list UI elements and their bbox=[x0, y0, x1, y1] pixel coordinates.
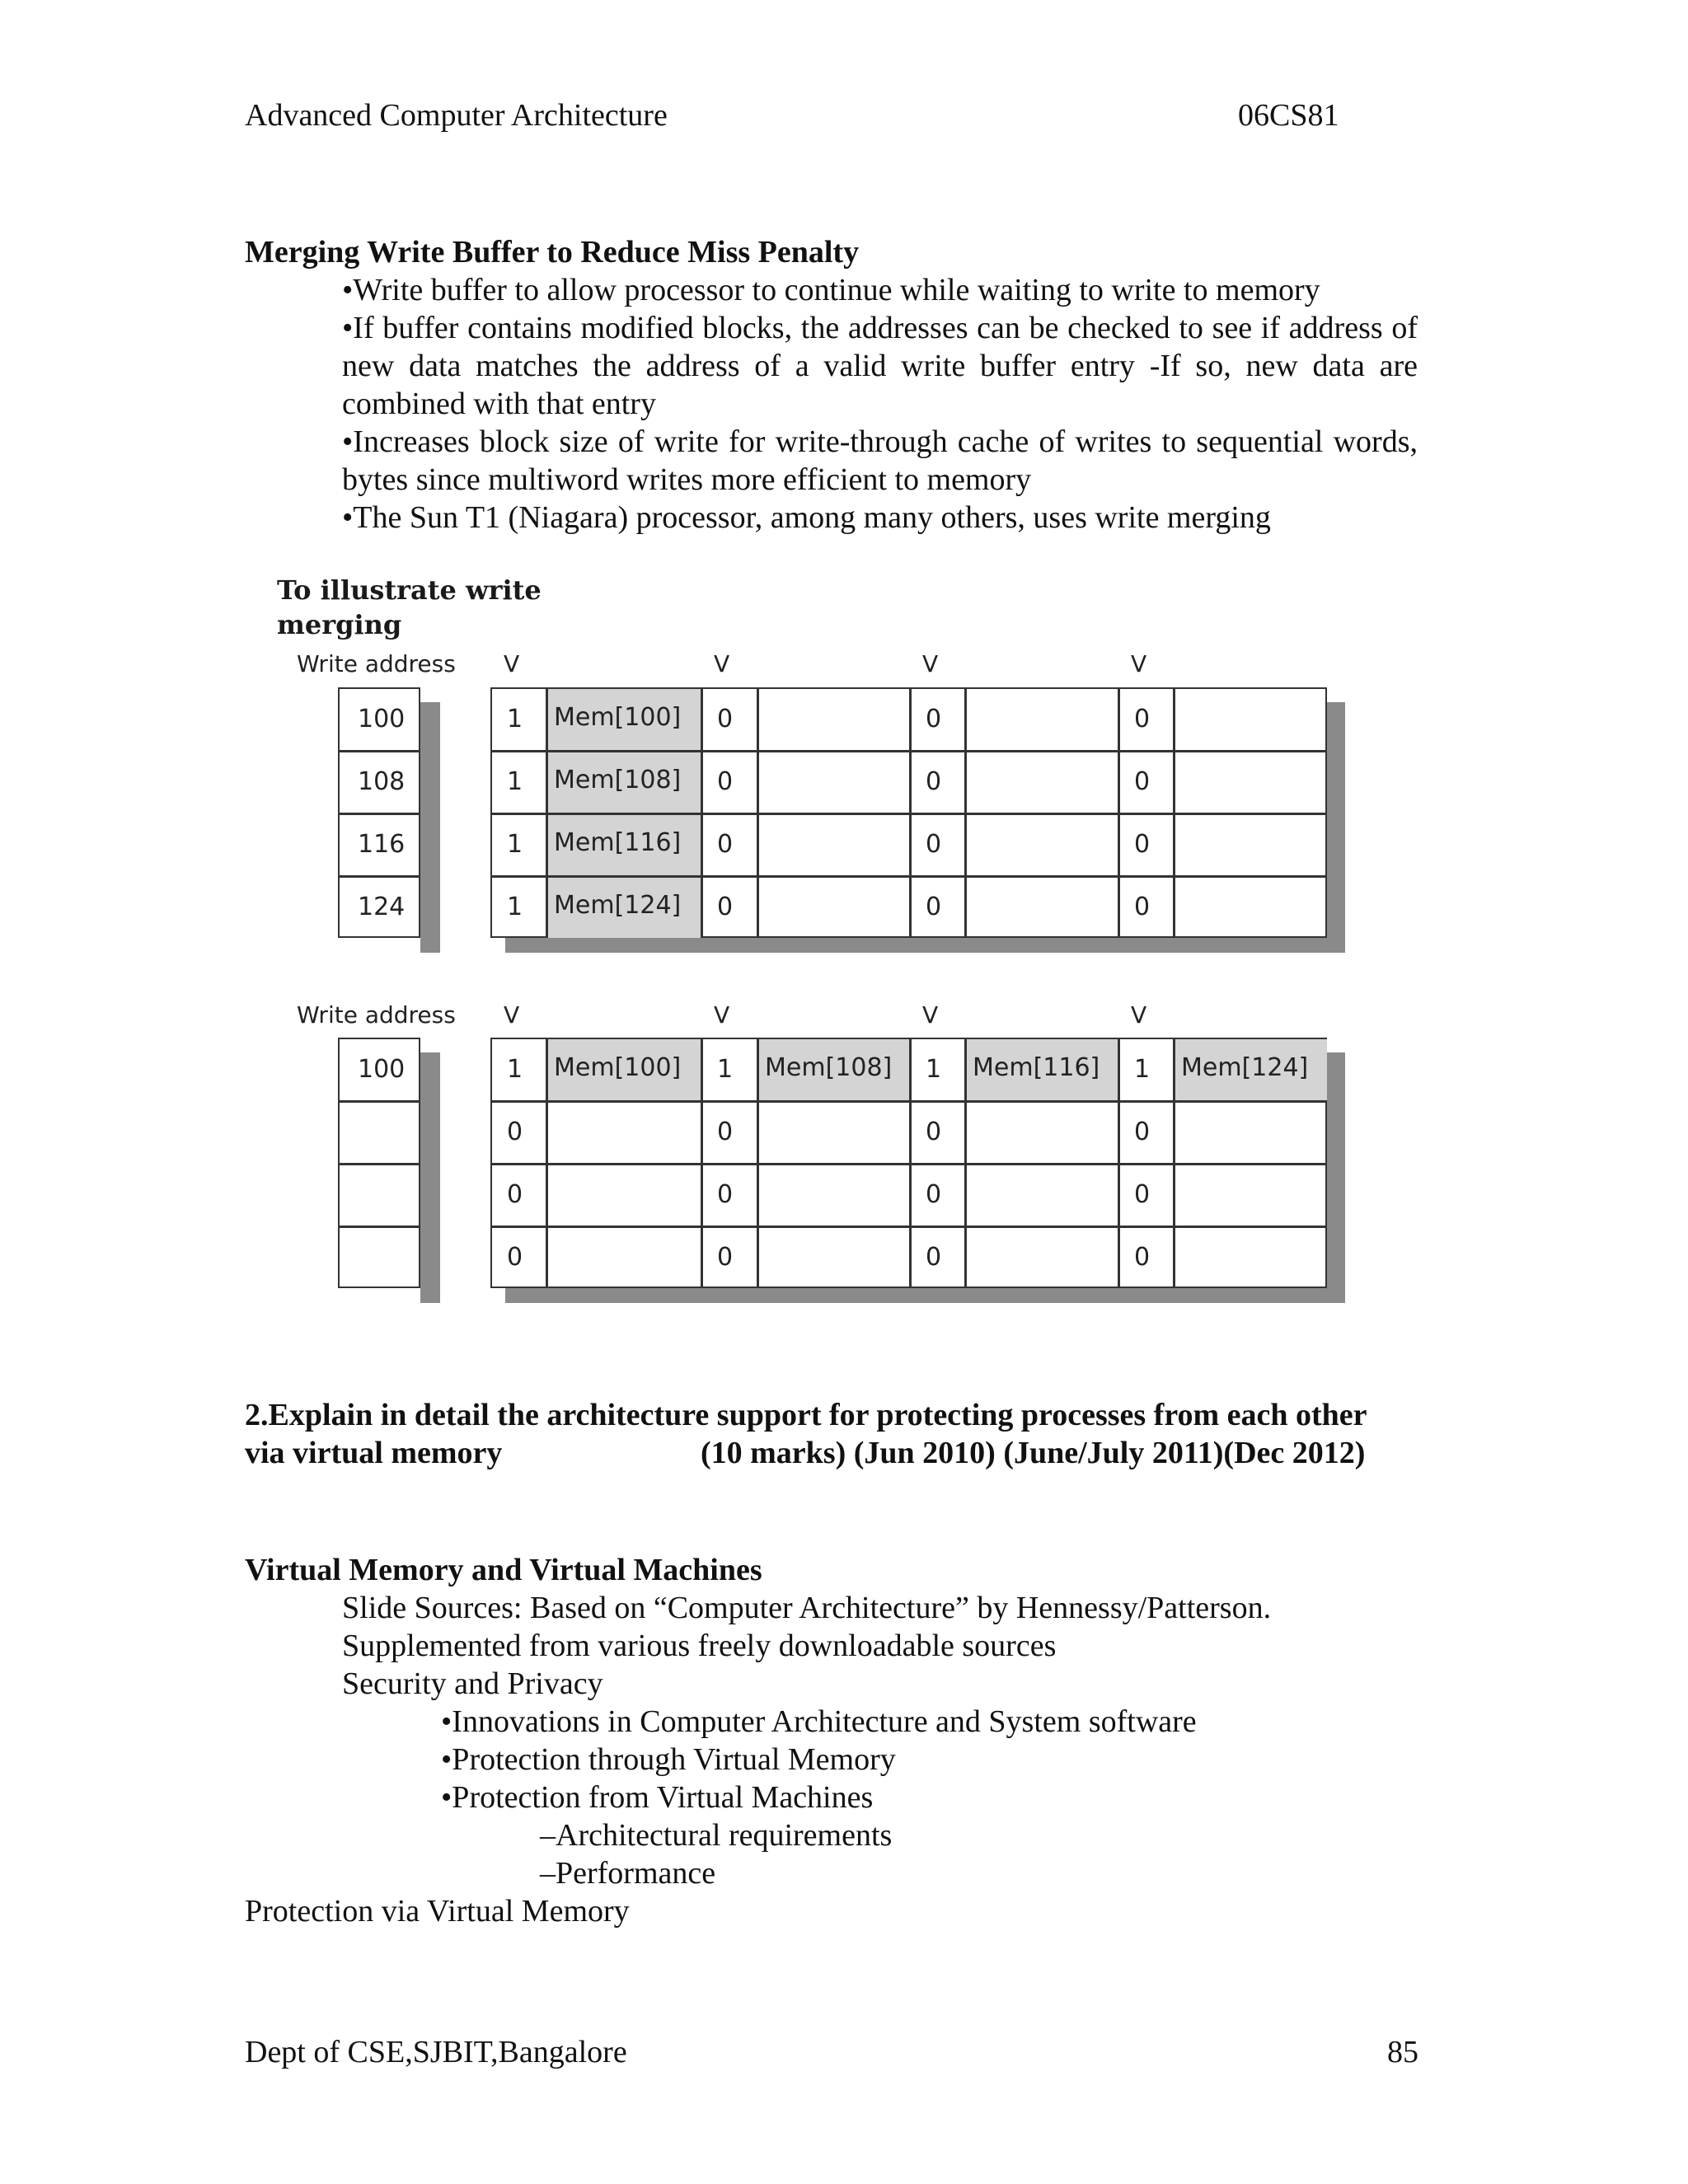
valid-bit-value: 0 bbox=[926, 1118, 942, 1146]
sub-item: –Performance bbox=[540, 1856, 716, 1891]
bottom-buffer-shadow bbox=[505, 1288, 1342, 1303]
column-divider bbox=[1173, 1038, 1175, 1288]
bullet-item: •Protection from Virtual Machines bbox=[441, 1780, 874, 1815]
valid-bit-value: 0 bbox=[1134, 830, 1151, 859]
data-cell-value: Mem[116] bbox=[973, 1053, 1100, 1082]
row-divider bbox=[338, 750, 420, 752]
valid-bit-value: 0 bbox=[717, 1118, 734, 1146]
data-cell-value: Mem[100] bbox=[554, 703, 682, 732]
row-divider bbox=[338, 1226, 420, 1228]
valid-bit-header: V bbox=[714, 650, 730, 677]
row-divider bbox=[338, 1100, 420, 1103]
column-divider bbox=[757, 687, 759, 938]
valid-bit-header: V bbox=[1131, 650, 1147, 677]
column-divider bbox=[546, 1038, 548, 1288]
valid-bit-value: 0 bbox=[507, 1243, 523, 1272]
page-number: 85 bbox=[1387, 2035, 1418, 2069]
valid-bit-value: 0 bbox=[1134, 767, 1151, 796]
bullet-item: •Innovations in Computer Architecture and System software bbox=[441, 1704, 1197, 1739]
valid-bit-header: V bbox=[504, 1001, 520, 1029]
top-buffer-shadow-side bbox=[1327, 702, 1345, 953]
valid-bit-header: V bbox=[922, 1001, 939, 1029]
column-divider bbox=[1118, 1038, 1120, 1288]
valid-bit-value: 1 bbox=[507, 830, 523, 859]
bullet-item: •Protection through Virtual Memory bbox=[441, 1742, 896, 1777]
valid-bit-value: 1 bbox=[926, 1055, 942, 1084]
row-divider bbox=[338, 813, 420, 815]
bottom-address-shadow bbox=[420, 1052, 440, 1303]
bullet-item: •Increases block size of write for write-through cache of writes to sequential words, bytes since multiword writes more efficient to memory bbox=[342, 424, 1418, 497]
valid-bit-value: 0 bbox=[507, 1180, 523, 1209]
page-header-title: Advanced Computer Architecture bbox=[245, 98, 668, 133]
data-cell-value: Mem[124] bbox=[554, 891, 682, 920]
sub-item: –Architectural requirements bbox=[540, 1818, 893, 1853]
valid-bit-value: 0 bbox=[926, 767, 942, 796]
top-address-shadow bbox=[420, 702, 440, 953]
data-cell-value: Mem[108] bbox=[765, 1053, 893, 1082]
valid-bit-value: 1 bbox=[507, 705, 523, 733]
closing-line: Protection via Virtual Memory bbox=[245, 1894, 630, 1929]
valid-bit-value: 0 bbox=[926, 705, 942, 733]
question-line-1: 2.Explain in detail the architecture support for protecting processes from each other bbox=[245, 1398, 1367, 1432]
data-cell-value: Mem[116] bbox=[554, 828, 682, 857]
valid-bit-header: V bbox=[922, 650, 939, 677]
column-divider bbox=[964, 687, 967, 938]
column-divider bbox=[1173, 687, 1175, 938]
valid-bit-value: 0 bbox=[926, 1180, 942, 1209]
valid-bit-value: 0 bbox=[926, 1243, 942, 1272]
valid-bit-value: 0 bbox=[1134, 1180, 1151, 1209]
valid-bit-value: 0 bbox=[717, 830, 734, 859]
valid-bit-value: 0 bbox=[1134, 705, 1151, 733]
column-divider bbox=[701, 687, 703, 938]
valid-bit-value: 1 bbox=[1134, 1055, 1151, 1084]
column-divider bbox=[701, 1038, 703, 1288]
write-address-value: 100 bbox=[358, 705, 406, 733]
section2-sub-list bbox=[540, 1816, 892, 1892]
valid-bit-value: 0 bbox=[507, 1118, 523, 1146]
figure-title-line: To illustrate write bbox=[277, 574, 542, 606]
column-divider bbox=[1118, 687, 1120, 938]
row-divider bbox=[338, 1163, 420, 1165]
bullet-item: •The Sun T1 (Niagara) processor, among many others, uses write merging bbox=[342, 500, 1271, 535]
figure-title bbox=[277, 573, 542, 642]
question-line-2-topic: via virtual memory bbox=[245, 1436, 503, 1470]
write-address-value: 108 bbox=[358, 767, 406, 796]
section2-bullet-list bbox=[441, 1703, 1197, 1816]
valid-bit-value: 0 bbox=[717, 893, 734, 921]
column-divider bbox=[964, 1038, 967, 1288]
column-divider bbox=[909, 687, 912, 938]
text-line: Security and Privacy bbox=[342, 1666, 603, 1701]
write-address-value: 116 bbox=[358, 830, 406, 859]
page-footer-dept: Dept of CSE,SJBIT,Bangalore bbox=[245, 2035, 627, 2069]
valid-bit-value: 0 bbox=[1134, 1118, 1151, 1146]
valid-bit-value: 1 bbox=[507, 893, 523, 921]
column-divider bbox=[909, 1038, 912, 1288]
column-divider bbox=[546, 687, 548, 938]
valid-bit-header: V bbox=[714, 1001, 730, 1029]
valid-bit-value: 1 bbox=[507, 1055, 523, 1084]
page-header-code: 06CS81 bbox=[1238, 98, 1339, 133]
valid-bit-value: 0 bbox=[1134, 893, 1151, 921]
write-address-value: 124 bbox=[358, 893, 406, 921]
valid-bit-value: 0 bbox=[717, 1180, 734, 1209]
section-heading-virtual-memory: Virtual Memory and Virtual Machines bbox=[245, 1553, 762, 1587]
data-cell-value: Mem[124] bbox=[1181, 1053, 1309, 1082]
question-marks: (10 marks) (Jun 2010) (June/July 2011)(Dec 2012) bbox=[701, 1436, 1366, 1470]
section2-intro-lines bbox=[342, 1589, 1271, 1703]
valid-bit-value: 0 bbox=[717, 705, 734, 733]
valid-bit-header: V bbox=[1131, 1001, 1147, 1029]
write-address-label: Write address bbox=[297, 1001, 456, 1029]
figure-title-line: merging bbox=[277, 609, 402, 640]
valid-bit-value: 1 bbox=[507, 767, 523, 796]
data-cell-value: Mem[100] bbox=[554, 1053, 682, 1082]
text-line: Supplemented from various freely downloadable sources bbox=[342, 1629, 1057, 1663]
text-line: Slide Sources: Based on “Computer Architecture” by Hennessy/Patterson. bbox=[342, 1591, 1272, 1625]
data-cell-value: Mem[108] bbox=[554, 766, 682, 794]
valid-bit-value: 0 bbox=[717, 1243, 734, 1272]
write-address-label: Write address bbox=[297, 650, 456, 677]
valid-bit-header: V bbox=[504, 650, 520, 677]
bullet-item: •Write buffer to allow processor to continue while waiting to write to memory bbox=[342, 273, 1320, 307]
valid-bit-value: 0 bbox=[717, 767, 734, 796]
column-divider bbox=[757, 1038, 759, 1288]
bottom-buffer-shadow-side bbox=[1327, 1052, 1345, 1303]
valid-bit-value: 1 bbox=[717, 1055, 734, 1084]
valid-bit-value: 0 bbox=[926, 893, 942, 921]
valid-bit-value: 0 bbox=[926, 830, 942, 859]
top-buffer-shadow bbox=[505, 938, 1342, 953]
section-heading-write-buffer: Merging Write Buffer to Reduce Miss Penalty bbox=[245, 235, 860, 269]
bullet-item: •If buffer contains modified blocks, the addresses can be checked to see if address of new data matches the address of a valid write buffer entry -If so, new data are combined with that entry bbox=[342, 311, 1418, 421]
valid-bit-value: 0 bbox=[1134, 1243, 1151, 1272]
write-address-value: 100 bbox=[358, 1055, 406, 1084]
row-divider bbox=[338, 875, 420, 878]
